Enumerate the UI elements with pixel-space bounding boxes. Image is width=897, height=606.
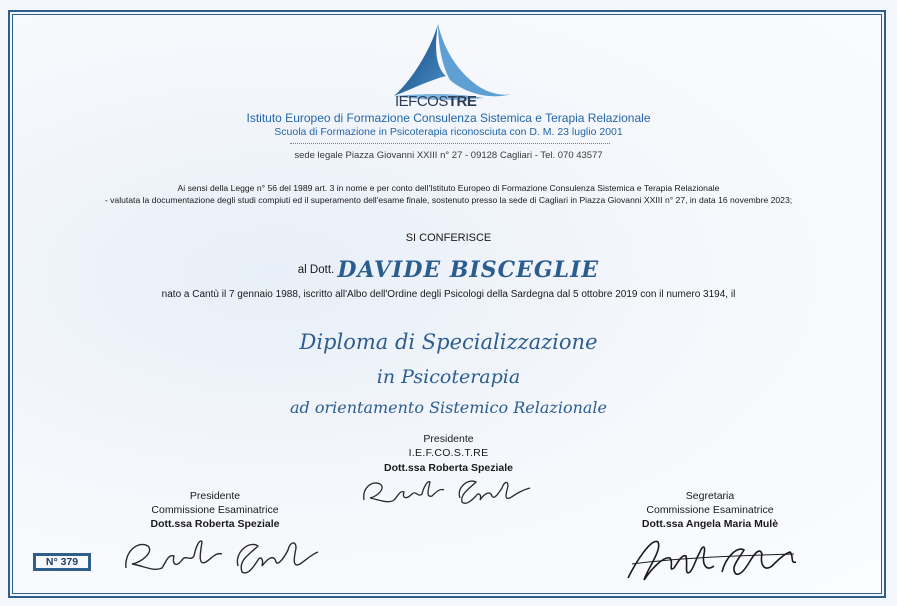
logo-name-bold: TRE [447, 93, 477, 110]
commission-president-block [100, 489, 330, 531]
recipient-line [0, 257, 897, 283]
recipient-prefix: al Dott. [297, 264, 335, 276]
logo-wordmark [395, 93, 525, 110]
certificate-number-badge [33, 553, 91, 571]
conferisce-heading: SI CONFERISCE [405, 232, 492, 244]
president-role: Presidente [423, 433, 474, 445]
commission-president-role: Presidente [189, 490, 241, 502]
diploma-orientation: ad orientamento Sistemico Relazionale [289, 398, 608, 417]
secretary-name: Dott.ssa Angela Maria Mulè [641, 518, 779, 530]
secretary-body: Commissione Esaminatrice [646, 504, 774, 516]
diploma-field: in Psicoterapia [376, 366, 521, 388]
dotted-divider [290, 143, 610, 144]
institute-subtitle: Scuola di Formazione in Psicoterapia riconosciuta con D. M. 23 luglio 2001 [274, 126, 623, 138]
president-signature-icon [358, 470, 543, 517]
secretary-role: Segretaria [685, 490, 735, 502]
president-org: I.E.F.CO.S.T.RE [408, 447, 489, 459]
recipient-name: DAVIDE BISCEGLIE [337, 257, 600, 283]
secretary-block [580, 489, 840, 531]
institute-name: Istituto Europeo di Formazione Consulenza Sistemica e Terapia Relazionale [246, 111, 651, 125]
institute-address: sede legale Piazza Giovanni XXIII n° 27 - 09128 Cagliari - Tel. 070 43577 [294, 150, 603, 161]
legal-text-line-1: Ai sensi della Legge n° 56 del 1989 art. 3 in nome e per conto dell'Istituto Europeo di Formazione Consulenza Sistemica e Terapia Relazionale [177, 183, 720, 193]
diploma-title: Diploma di Specializzazione [299, 330, 598, 354]
legal-text-line-2: - valutata la documentazione degli studi compiuti ed il superamento dell'esame finale, sostenuto presso la sede di Cagliari in Piazza Giovanni XXIII n° 27, in data 16 novembre 2023; [104, 195, 793, 205]
secretary-signature-icon [618, 528, 808, 595]
commission-president-body: Commissione Esaminatrice [151, 504, 279, 516]
logo-name-regular: IEFCOS [395, 93, 448, 110]
commission-president-name: Dott.ssa Roberta Speziale [150, 518, 280, 530]
president-name: Dott.ssa Roberta Speziale [384, 462, 513, 474]
certificate-number: N° 379 [35, 555, 89, 569]
recipient-details: nato a Cantù il 7 gennaio 1988, iscritto all'Albo dell'Ordine degli Psicologi della Sardegna dal 5 ottobre 2019 con il numero 3194, il [161, 289, 736, 300]
commission-president-signature-icon [118, 528, 323, 591]
